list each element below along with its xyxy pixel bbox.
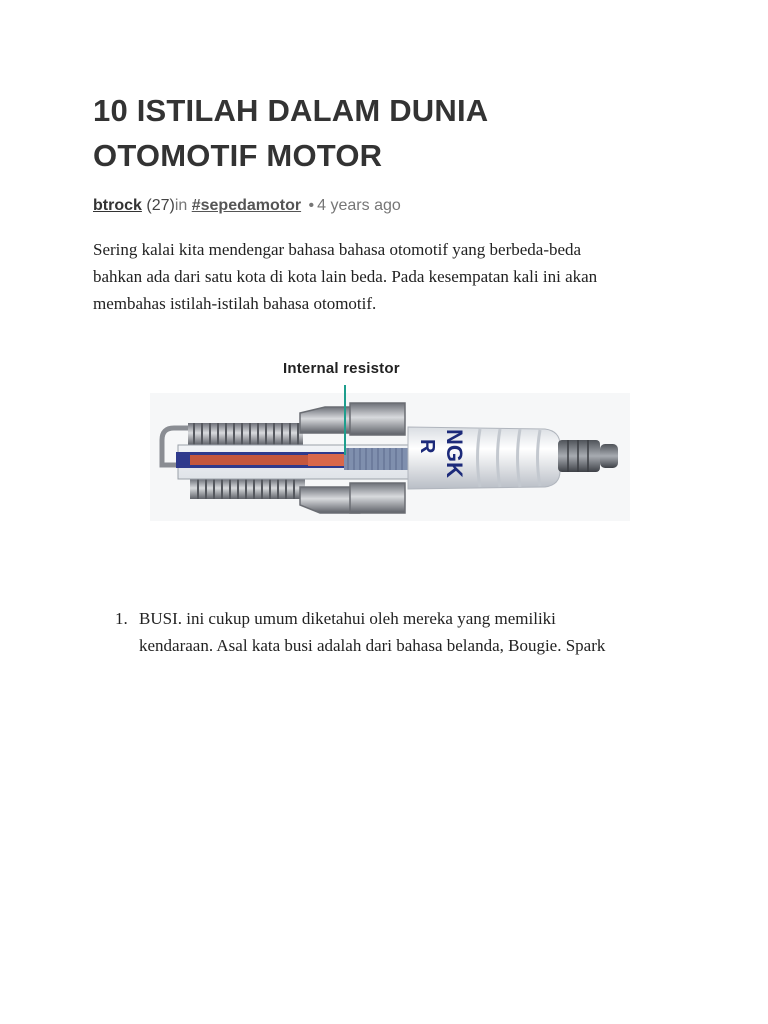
post-age: 4 years ago: [317, 197, 401, 214]
numbered-list: [115, 605, 675, 659]
intro-line-2: bahkan ada dari satu kota di kota lain beda. Pada kesempatan kali ini akan: [93, 267, 598, 286]
author-link[interactable]: btrock: [93, 197, 142, 214]
intro-line-3: membahas istilah-istilah bahasa otomotif.: [93, 294, 377, 313]
category-tag-link[interactable]: #sepedamotor: [191, 197, 302, 214]
in-label: in: [174, 197, 188, 214]
intro-line-1: Sering kalai kita mendengar bahasa bahasa otomotif yang berbeda-beda: [93, 240, 582, 259]
article-title-line-2: OTOMOTIF MOTOR: [93, 138, 383, 173]
spark-plug-icon: [150, 355, 630, 525]
meta-separator: •: [308, 197, 315, 214]
article-title: [93, 88, 673, 178]
article-meta: [93, 194, 673, 218]
ngk-brand-text: NGK: [442, 429, 467, 478]
list-item-line-2: kendaraan. Asal kata busi adalah dari bahasa belanda, Bougie. Spark: [139, 636, 606, 655]
spark-plug-figure: [150, 355, 630, 525]
list-item-text: [139, 605, 675, 659]
figure-caption: Internal resistor: [283, 360, 400, 377]
list-item-number: 1.: [115, 609, 128, 628]
article-header: [93, 88, 673, 317]
ngk-brand-sub-text: R: [416, 439, 438, 454]
intro-paragraph: [93, 236, 673, 317]
list-item-line-1: BUSI. ini cukup umum diketahui oleh mereka yang memiliki: [139, 609, 556, 628]
list-item: [115, 605, 675, 659]
article-title-line-1: 10 ISTILAH DALAM DUNIA: [93, 93, 489, 128]
author-reputation: (27): [146, 197, 175, 214]
